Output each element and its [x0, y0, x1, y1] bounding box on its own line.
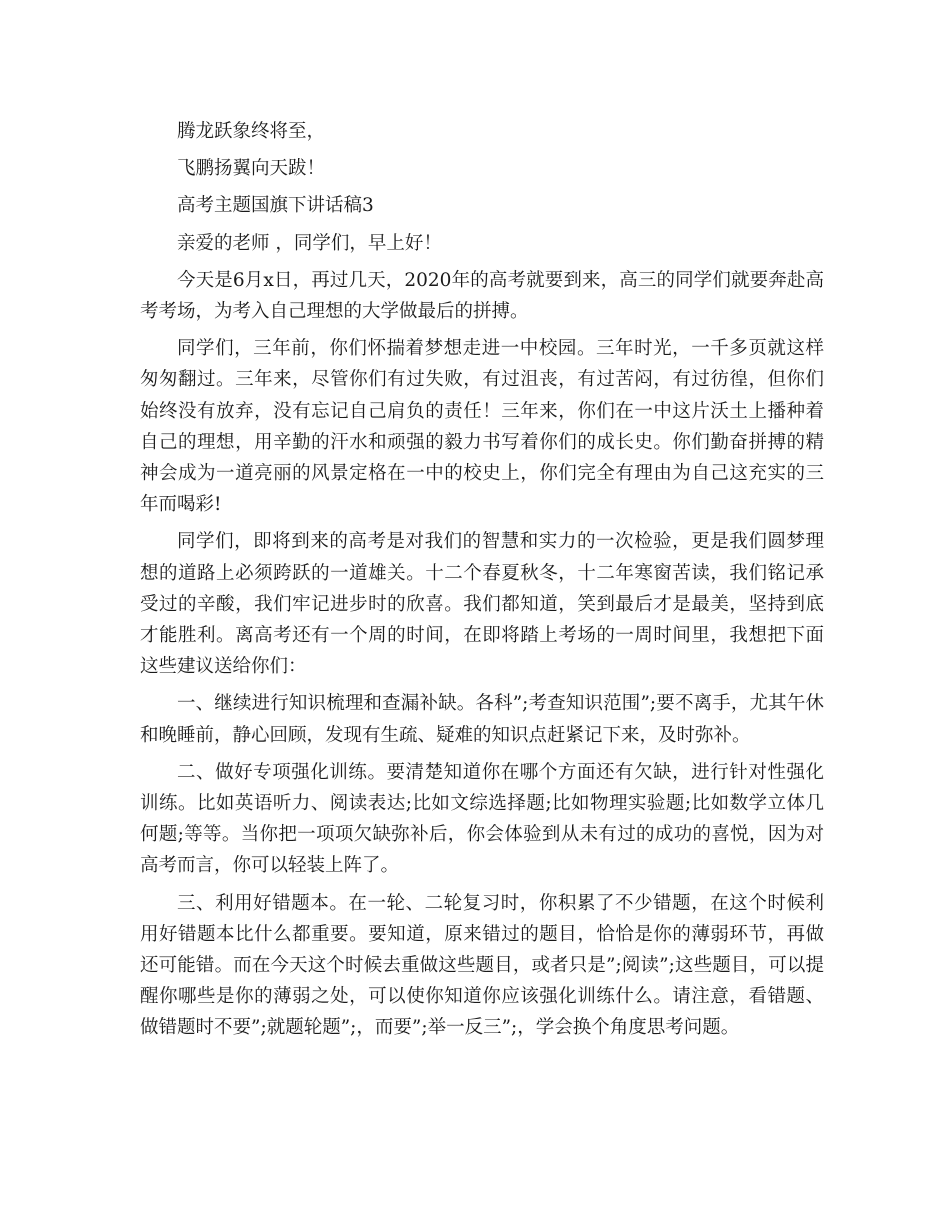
poem-line-1: 腾龙跃象终将至， — [177, 121, 326, 142]
paragraph-three-years: 同学们，三年前，你们怀揣着梦想走进一中校园。三年时光，一千多页就这样匆匆翻过。三年来，尽管你们有过失败，有过沮丧，有过苦闷，有过彷徨，但你们始终没有放弃，没有忘记自己肩负的责任！三年来，你们在一中这片沃土上播种着自己的理想，用辛勤的汗水和顽强的毅力书写着你们的成长史。你们勤奋拼搏的精神会成为一道亮丽的风景定格在一中的校史上，你们完全有理由为自己这充实的三年而喝彩! — [140, 338, 824, 516]
suggestion-2: 二、做好专项强化训练。要清楚知道你在哪个方面还有欠缺，进行针对性强化训练。比如英语听力、阅读表达;比如文综选择题;比如物理实验题;比如数学立体几何题;等等。当你把一项项欠缺弥补后，你会体验到从未有过的成功的喜悦，因为对高考而言，你可以轻装上阵了。 — [140, 761, 824, 877]
document-body — [140, 116, 824, 1050]
paragraph-exam: 同学们，即将到来的高考是对我们的智慧和实力的一次检验，更是我们圆梦理想的道路上必须跨跃的一道雄关。十二个春夏秋冬，十二年寒窗苦读，我们铭记承受过的辛酸，我们牢记进步时的欣喜。我们都知道，笑到最后才是最美，坚持到底才能胜利。离高考还有一个周的时间，在即将踏上考场的一周时间里，我想把下面这些建议送给你们： — [140, 531, 824, 678]
paragraph-intro: 今天是6月x日，再过几天，2020年的高考就要到来，高三的同学们就要奔赴高考考场，为考入自己理想的大学做最后的拼搏。 — [140, 269, 824, 323]
section-title: 高考主题国旗下讲话稿3 — [177, 195, 374, 217]
suggestion-1: 一、继续进行知识梳理和查漏补缺。各科”;考查知识范围”;要不离手，尤其午休和晚睡前，静心回顾，发现有生疏、疑难的知识点赶紧记下来，及时弥补。 — [140, 693, 824, 746]
poem-line-2: 飞鹏扬翼向天跋！ — [177, 158, 326, 180]
greeting: 亲爱的老师 ，同学们，早上好！ — [177, 232, 442, 254]
suggestion-3: 三、利用好错题本。在一轮、二轮复习时，你积累了不少错题，在这个时候利用好错题本比什么都重要。要知道，原来错过的题目，恰恰是你的薄弱环节，再做还可能错。而在今天这个时候去重做这些题目，或者只是”;阅读”;这些题目，可以提醒你哪些是你的薄弱之处，可以使你知道你应该强化训练什么。请注意，看错题、做错题时不要”;就题轮题”;，而要”;举一反三”;，学会换个角度思考问题。 — [140, 892, 824, 1039]
